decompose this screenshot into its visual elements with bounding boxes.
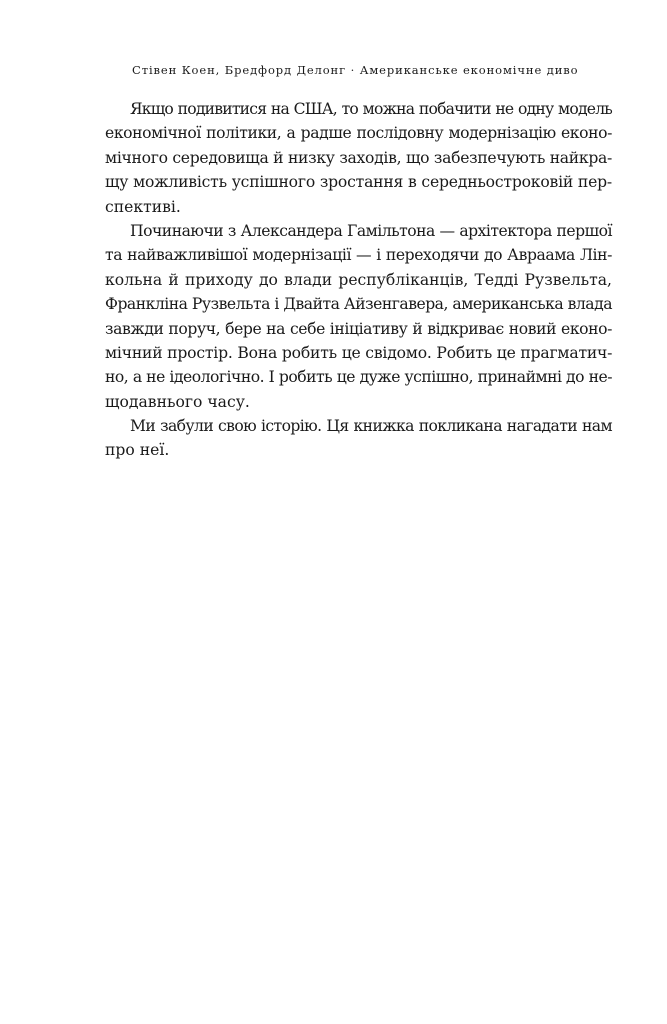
- text-line: та найважливішої модернізації — і переходячи до Авраама Лін-: [105, 246, 612, 265]
- text-line: но, а не ідеологічно. І робить це дуже успішно, принаймні до не-: [105, 368, 612, 387]
- body-text: [105, 97, 612, 463]
- paragraph: [105, 414, 612, 463]
- text-line: мічний простір. Вона робить це свідомо. Робить це прагматич-: [105, 343, 613, 362]
- text-line: Починаючи з Александера Гамільтона — архітектора першої: [130, 221, 612, 240]
- text-line: економічної політики, а радше послідовну модернізацію еконо-: [105, 124, 612, 143]
- text-line: спективі.: [105, 197, 181, 216]
- text-line: Франкліна Рузвельта і Двайта Айзенгавера, американська влада: [105, 295, 612, 314]
- running-head: Стівен Коен, Бредфорд Делонг · Американське економічне диво: [132, 63, 579, 77]
- text-line: щодавнього часу.: [105, 392, 250, 411]
- text-line: завжди поруч, бере на себе ініціативу й відкриває новий еконо-: [105, 319, 612, 338]
- text-line: мічного середовища й низку заходів, що забезпечують найкра-: [105, 148, 612, 167]
- paragraph: [105, 97, 612, 219]
- text-line: щу можливість успішного зростання в середньостроковій пер-: [105, 173, 612, 192]
- text-line: Ми забули свою історію. Ця книжка покликана нагадати нам: [130, 417, 612, 436]
- text-line: Якщо подивитися на США, то можна побачити не одну модель: [130, 100, 612, 118]
- text-line: кольна й приходу до влади республіканців, Тедді Рузвельта,: [105, 270, 612, 289]
- text-line: про неї.: [105, 441, 170, 460]
- paragraph: [105, 219, 612, 414]
